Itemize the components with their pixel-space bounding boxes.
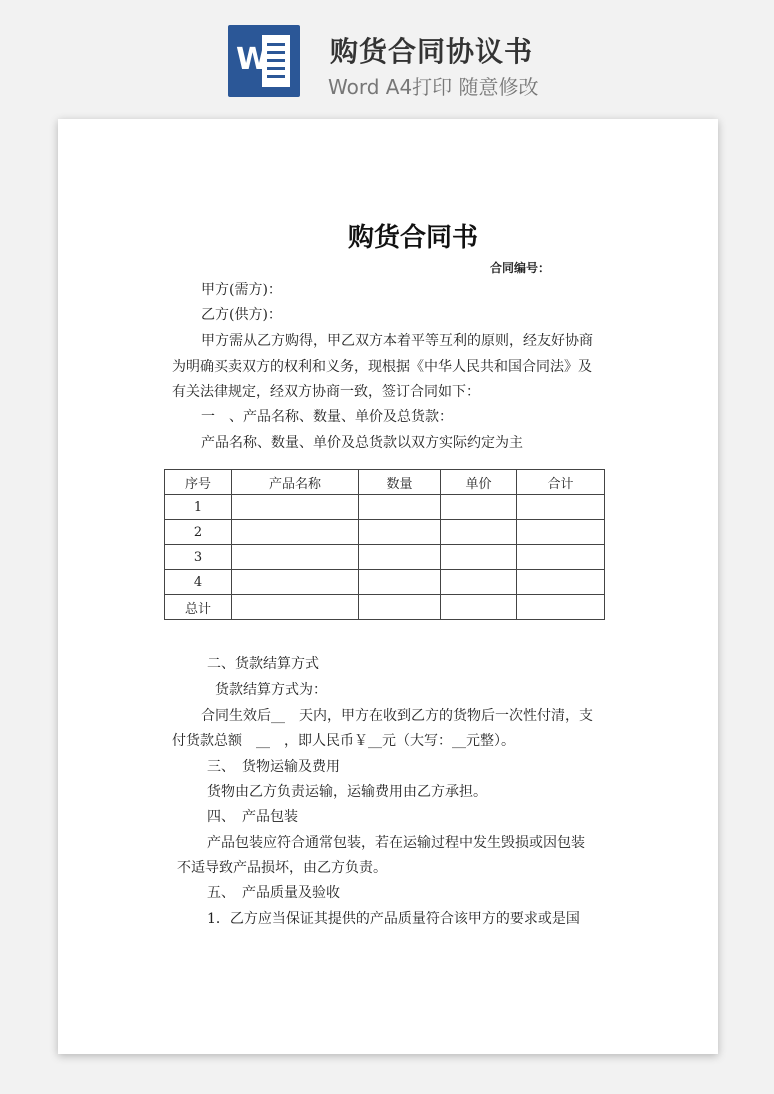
section-3-heading: 三、 货物运输及费用 [207,759,340,775]
table-cell [517,520,605,545]
table-cell [517,570,605,595]
table-row [165,545,605,570]
section-2-text-1: 合同生效后__ 天内，甲方在收到乙方的货物后一次性付清，支 [201,708,593,724]
section-4-text-1: 产品包装应符合通常包装，若在运输过程中发生毁损或因包装 [207,835,585,851]
table-row [165,570,605,595]
table-cell [441,570,517,595]
header-cell-quantity: 数量 [359,470,441,495]
section-3-text: 货物由乙方负责运输，运输费用由乙方承担。 [207,784,487,800]
table-cell [517,495,605,520]
section-2-heading: 二、货款结算方式 [207,656,319,672]
table-cell [359,570,441,595]
banner-title: 购货合同协议书 [330,35,534,68]
table-header-row [165,470,605,495]
table-cell [232,570,359,595]
contract-number-label: 合同编号： [490,261,551,275]
header-banner [0,0,774,110]
section-5-heading: 五、 产品质量及验收 [207,885,340,901]
section-1-text: 产品名称、数量、单价及总货款以双方实际约定为主 [201,435,523,451]
intro-line-2: 为明确买卖双方的权利和义务，现根据《中华人民共和国合同法》及 [172,359,592,375]
items-table [164,469,605,620]
section-4-text-2: 不适导致产品损坏，由乙方负责。 [177,860,387,876]
table-cell [441,495,517,520]
section-2-sub: 货款结算方式为： [215,682,327,698]
table-row-total [165,595,605,620]
table-cell: 3 [165,545,232,570]
table-cell [359,545,441,570]
section-2-text-2: 付货款总额 __ ，即人民币￥__元（大写：__元整）。 [172,733,515,749]
table-cell [232,595,359,620]
table-cell: 总计 [165,595,232,620]
header-cell-index: 序号 [165,470,232,495]
section-5-text-1: 1．乙方应当保证其提供的产品质量符合该甲方的要求或是国 [207,911,580,927]
table-cell: 1 [165,495,232,520]
banner-subtitle: Word A4打印 随意修改 [328,75,539,99]
table-cell [441,545,517,570]
table-cell [517,595,605,620]
table-cell [441,595,517,620]
table-cell [359,495,441,520]
document-page [58,119,718,1054]
table-cell: 4 [165,570,232,595]
header-cell-unit-price: 单价 [441,470,517,495]
table-row [165,495,605,520]
table-cell [359,520,441,545]
party-a-line: 甲方(需方)： [201,282,282,298]
document-title: 购货合同书 [347,223,478,253]
table-cell: 2 [165,520,232,545]
table-cell [232,520,359,545]
table-cell [441,520,517,545]
header-cell-product: 产品名称 [232,470,359,495]
header-cell-total: 合计 [517,470,605,495]
table-row [165,520,605,545]
word-icon [228,25,300,97]
intro-line-1: 甲方需从乙方购得，甲乙双方本着平等互利的原则，经友好协商 [201,333,593,349]
table-cell [232,545,359,570]
intro-line-3: 有关法律规定，经双方协商一致，签订合同如下： [172,384,480,400]
section-1-heading: 一 、产品名称、数量、单价及总货款： [201,409,453,425]
table-cell [517,545,605,570]
word-icon-letter: W [236,42,270,77]
party-b-line: 乙方(供方)： [201,307,282,323]
table-cell [359,595,441,620]
table-cell [232,495,359,520]
section-4-heading: 四、 产品包装 [207,809,298,825]
